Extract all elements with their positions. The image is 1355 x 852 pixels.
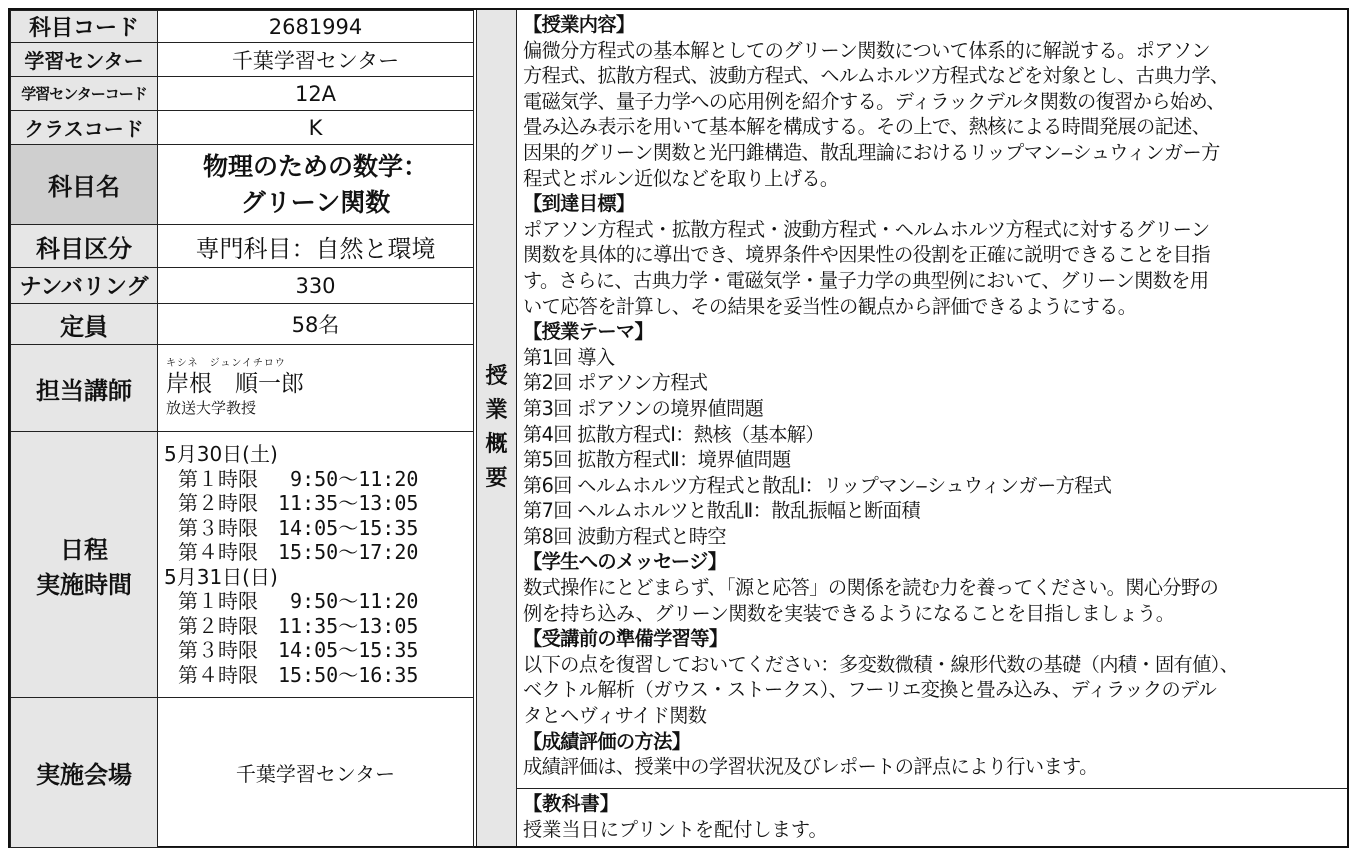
evaluation-heading: 【成績評価の方法】 <box>523 729 691 753</box>
theme-item: 第1回 導入 <box>523 345 615 369</box>
sidebar-char: 業 <box>485 398 508 423</box>
venue-label: 実施会場 <box>11 698 158 848</box>
content-line: 偏微分方程式の基本解としてのグリーン関数について体系的に解説する。ポアソン <box>523 38 1210 62</box>
capacity-row <box>11 304 474 345</box>
schedule-slot: 第３時限 14:05～15:35 <box>178 638 419 662</box>
numbering-value: 330 <box>158 268 474 304</box>
prep-line: ベクトル解析（ガウス・ストークス）、フーリエ変換と畳み込み、ディラックのデル <box>523 678 1217 702</box>
numbering-row <box>11 268 474 304</box>
content-heading: 【授業内容】 <box>523 13 635 36</box>
message-heading: 【学生へのメッセージ】 <box>523 550 727 574</box>
prep-heading: 【受講前の準備学習等】 <box>523 627 728 651</box>
schedule-day: 5月31日(日) <box>164 564 278 589</box>
theme-heading: 【授業テーマ】 <box>523 320 654 344</box>
instructor-ruby: キシネ ジュンイチロウ <box>166 358 286 369</box>
content-line: 程式とボルン近似などを取り上げる。 <box>523 166 839 190</box>
evaluation-line: 成績評価は、授業中の学習状況及びレポートの評点により行います。 <box>523 755 1098 779</box>
schedule-label <box>11 432 158 698</box>
sidebar-char: 要 <box>485 466 508 491</box>
venue-row <box>11 698 474 848</box>
center-label: 学習センター <box>11 43 158 77</box>
course-info-table <box>10 10 474 848</box>
course-name-line1: 物理のための数学： <box>202 151 428 181</box>
center-code-value: 12A <box>158 77 474 111</box>
instructor-label: 担当講師 <box>11 345 158 432</box>
instructor-title: 放送大学教授 <box>166 399 257 417</box>
schedule-slot: 第２時限 11:35～13:05 <box>178 613 419 638</box>
class-code-row <box>11 111 474 145</box>
content-line: 因果的グリーン関数と光円錐構造、散乱理論におけるリップマン‒シュウィンガー方 <box>523 140 1220 164</box>
venue-value: 千葉学習センター <box>158 698 474 848</box>
sidebar-char: 概 <box>485 432 508 457</box>
schedule-slot: 第１時限 9:50～11:20 <box>178 589 419 613</box>
class-code-label: クラスコード <box>11 111 158 145</box>
goal-heading: 【到達目標】 <box>523 192 635 216</box>
prep-line: タとヘヴィサイド関数 <box>523 704 707 728</box>
theme-item: 第6回 ヘルムホルツ方程式と散乱Ⅰ：リップマン‒シュウィンガー方程式 <box>523 473 1112 497</box>
center-code-row <box>11 77 474 111</box>
theme-item: 第5回 拡散方程式Ⅱ：境界値問題 <box>523 448 791 472</box>
center-row <box>11 43 474 77</box>
message-line: 数式操作にとどまらず、「源と応答」の関係を読む力を養ってください。関心分野の <box>523 576 1219 600</box>
theme-item: 第4回 拡散方程式Ⅰ：熱核（基本解） <box>523 422 824 446</box>
center-code-label: 学習センターコード <box>11 77 158 111</box>
schedule-slot: 第１時限 9:50～11:20 <box>178 466 419 491</box>
schedule-day: 5月30日(土) <box>164 442 278 466</box>
instructor-row <box>11 345 474 432</box>
capacity-label: 定員 <box>11 304 158 345</box>
goal-line: 関数を具体的に導出でき、境界条件や因果性の役割を正確に説明できることを目指 <box>523 243 1210 267</box>
course-name-label: 科目名 <box>11 145 158 225</box>
textbook-section <box>517 788 1347 846</box>
schedule-slot: 第４時限 15:50～17:20 <box>178 540 419 564</box>
schedule-label-line2: 実施時間 <box>36 570 132 599</box>
goal-line: す。さらに、古典力学・電磁気学・量子力学の典型例において、グリーン関数を用 <box>523 268 1209 292</box>
overview-sidebar-label <box>476 10 517 846</box>
schedule-label-line1: 日程 <box>60 535 108 564</box>
course-name-line2: グリーン関数 <box>240 187 391 217</box>
schedule-slot: 第２時限 11:35～13:05 <box>178 491 419 515</box>
subject-code-value: 2681994 <box>158 11 474 43</box>
textbook-text: 授業当日にプリントを配付します。 <box>523 817 828 841</box>
subject-code-label: 科目コード <box>11 11 158 43</box>
theme-item: 第8回 波動方程式と時空 <box>523 524 726 548</box>
theme-item: 第2回 ポアソン方程式 <box>523 371 708 395</box>
content-line: 畳み込み表示を用いて基本解を構成する。その上で、熱核による時間発展の記述、 <box>523 115 1211 139</box>
goal-line: ポアソン方程式・拡散方程式・波動方程式・ヘルムホルツ方程式に対するグリーン <box>523 217 1210 241</box>
message-line: 例を持ち込み、グリーン関数を実装できるようになることを目指しましょう。 <box>523 601 1175 625</box>
subject-code-row <box>11 11 474 43</box>
course-overview <box>517 12 1347 790</box>
category-row <box>11 225 474 268</box>
numbering-label: ナンバリング <box>11 268 158 304</box>
theme-item: 第7回 ヘルムホルツと散乱Ⅱ：散乱振幅と断面積 <box>523 499 920 523</box>
course-name-row <box>11 145 474 225</box>
schedule-row <box>11 432 474 698</box>
goal-line: いて応答を計算し、その結果を妥当性の観点から評価できるようにする。 <box>523 294 1137 318</box>
instructor-name: 岸根 順一郎 <box>166 371 304 397</box>
capacity-value: 58名 <box>158 304 474 345</box>
schedule-cell <box>158 432 474 698</box>
content-line: 電磁気学、量子力学への応用例を紹介する。ディラックデルタ関数の復習から始め、 <box>523 89 1225 113</box>
schedule-slot: 第３時限 14:05～15:35 <box>178 515 419 540</box>
instructor-cell <box>158 345 474 432</box>
prep-line: 以下の点を復習しておいてください：多変数微積・線形代数の基礎（内積・固有値）、 <box>523 652 1239 676</box>
sidebar-char: 授 <box>485 364 508 389</box>
schedule-slot: 第４時限 15:50～16:35 <box>178 662 419 687</box>
center-value: 千葉学習センター <box>158 43 474 77</box>
category-value: 専門科目：自然と環境 <box>158 225 474 268</box>
content-line: 方程式、拡散方程式、波動方程式、ヘルムホルツ方程式などを対象とし、古典力学、 <box>523 64 1229 88</box>
textbook-heading: 【教科書】 <box>523 792 619 815</box>
course-name-value <box>158 145 474 225</box>
theme-item: 第3回 ポアソンの境界値問題 <box>523 396 764 420</box>
class-code-value: K <box>158 111 474 145</box>
category-label: 科目区分 <box>11 225 158 268</box>
